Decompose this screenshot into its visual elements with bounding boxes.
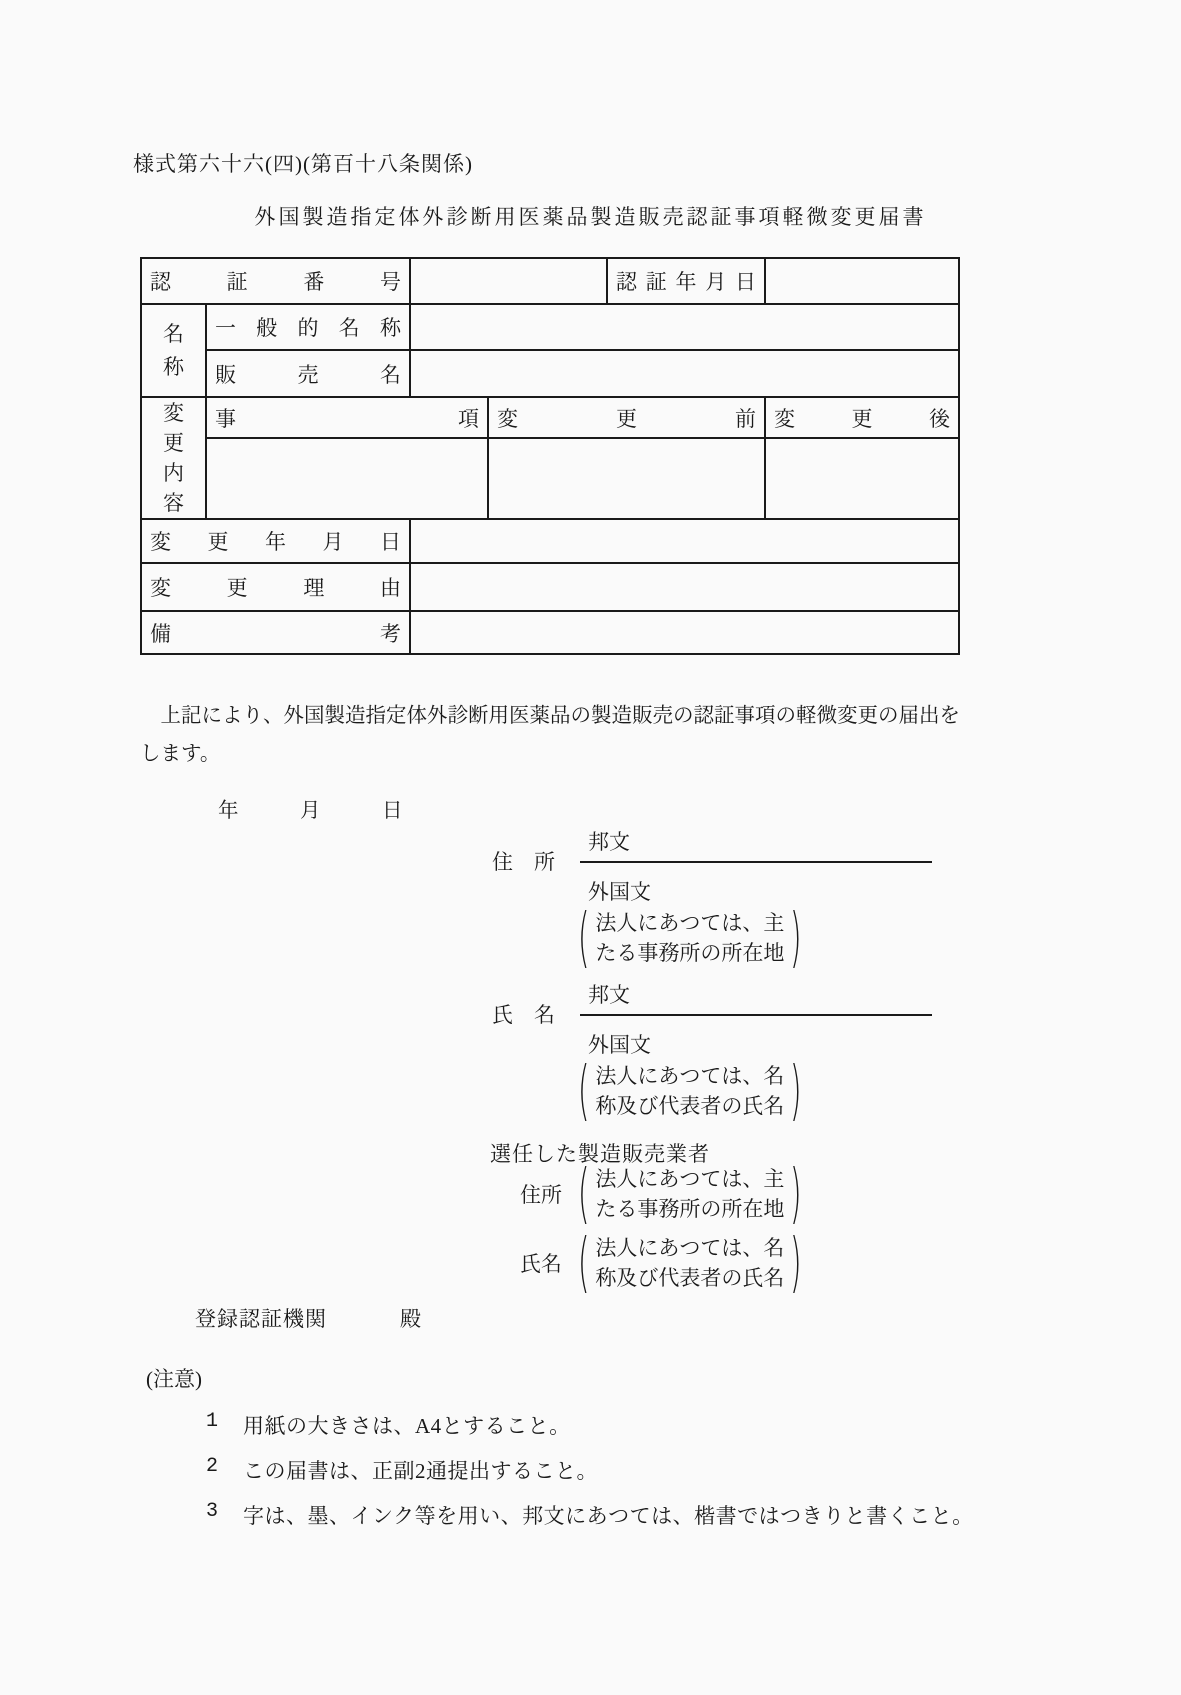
agent-name-note-line2: 称及び代表者の氏名 xyxy=(595,1266,785,1290)
applicant-name-japanese-label: 邦文 xyxy=(588,983,630,1007)
form-code: 様式第六十六(四)(第百十八条関係) xyxy=(133,152,473,176)
agent-address-note-line1: 法人にあつては、主 xyxy=(595,1167,785,1191)
applicant-name-note-line2: 称及び代表者の氏名 xyxy=(595,1094,785,1118)
change-item-value[interactable] xyxy=(206,438,488,519)
agent-name-row xyxy=(520,1225,808,1301)
paren-close: ) xyxy=(790,1053,802,1129)
change-item-header: 事項 xyxy=(206,397,488,438)
agent-address-note-line2: たる事務所の所在地 xyxy=(595,1197,785,1221)
change-before-value[interactable] xyxy=(488,438,765,519)
notice-heading: (注意) xyxy=(146,1367,202,1391)
note-item-1 xyxy=(206,1410,571,1440)
applicant-address-japanese-label: 邦文 xyxy=(588,830,630,854)
applicant-address-foreign-label: 外国文 xyxy=(588,880,651,904)
applicant-name-label: 氏 名 xyxy=(492,1003,555,1027)
declaration-text: 上記により、外国製造指定体外診断用医薬品の製造販売の認証事項の軽微変更の届出をします。 xyxy=(140,705,960,765)
brand-name-value[interactable] xyxy=(410,350,959,397)
agent-address-note xyxy=(572,1156,808,1232)
date-line[interactable]: 年 月 日 xyxy=(218,800,403,822)
agent-name-label: 氏名 xyxy=(520,1252,562,1276)
applicant-address-line[interactable] xyxy=(580,861,932,863)
applicant-address-label: 住 所 xyxy=(492,850,555,874)
generic-name-value[interactable] xyxy=(410,304,959,350)
change-after-value[interactable] xyxy=(765,438,959,519)
name-section-label: 名称 xyxy=(141,304,206,397)
note-item-3 xyxy=(206,1500,974,1530)
paren-open: ( xyxy=(577,1156,590,1232)
change-section-label: 変更内容 xyxy=(141,397,206,519)
applicant-name-foreign-label: 外国文 xyxy=(588,1033,651,1057)
paren-close: ) xyxy=(790,900,802,976)
note-text: 字は、墨、インク等を用い、邦文にあつては、楷書ではつきりと書くこと。 xyxy=(243,1504,974,1528)
change-date-label: 変更年月日 xyxy=(141,519,410,563)
change-before-header: 変更前 xyxy=(488,397,765,438)
page-title: 外国製造指定体外診断用医薬品製造販売認証事項軽微変更届書 xyxy=(254,205,927,229)
applicant-address-note-line2: たる事務所の所在地 xyxy=(595,941,785,965)
remarks-value[interactable] xyxy=(410,611,959,654)
agent-address-label: 住所 xyxy=(520,1183,562,1207)
applicant-name-note-line1: 法人にあつては、名 xyxy=(595,1064,785,1088)
change-reason-label: 変更理由 xyxy=(141,563,410,611)
note-text: 用紙の大きさは、A4とすること。 xyxy=(243,1414,571,1438)
cert-number-label: 認証番号 xyxy=(141,258,410,304)
applicant-name-line[interactable] xyxy=(580,1014,932,1016)
paren-close: ) xyxy=(790,1225,802,1301)
paren-open: ( xyxy=(577,1225,590,1301)
brand-name-label: 販売名 xyxy=(206,350,410,397)
remarks-label: 備考 xyxy=(141,611,410,654)
change-reason-value[interactable] xyxy=(410,563,959,611)
applicant-name-note xyxy=(572,1053,808,1129)
note-number: 2 xyxy=(206,1455,219,1478)
applicant-address-note-line1: 法人にあつては、主 xyxy=(595,911,785,935)
form-table xyxy=(140,257,960,655)
authority-label: 登録認証機関 xyxy=(195,1307,327,1331)
honorific-label: 殿 xyxy=(400,1307,421,1331)
change-after-header: 変更後 xyxy=(765,397,959,438)
applicant-address-note xyxy=(572,900,808,976)
paren-close: ) xyxy=(790,1156,802,1232)
agent-name-note-line1: 法人にあつては、名 xyxy=(595,1236,785,1260)
note-number: 3 xyxy=(206,1500,219,1523)
cert-date-value[interactable] xyxy=(765,258,959,304)
note-text: この届書は、正副2通提出すること。 xyxy=(243,1459,598,1483)
agent-name-note xyxy=(572,1225,808,1301)
paren-open: ( xyxy=(577,900,590,976)
change-date-value[interactable] xyxy=(410,519,959,563)
cert-date-label: 認証年月日 xyxy=(607,258,765,304)
agent-heading: 選任した製造販売業者 xyxy=(490,1142,710,1166)
cert-number-value[interactable] xyxy=(410,258,607,304)
note-number: 1 xyxy=(206,1410,219,1433)
generic-name-label: 一般的名称 xyxy=(206,304,410,350)
paren-open: ( xyxy=(577,1053,590,1129)
note-item-2 xyxy=(206,1455,598,1485)
agent-address-row xyxy=(520,1156,808,1232)
